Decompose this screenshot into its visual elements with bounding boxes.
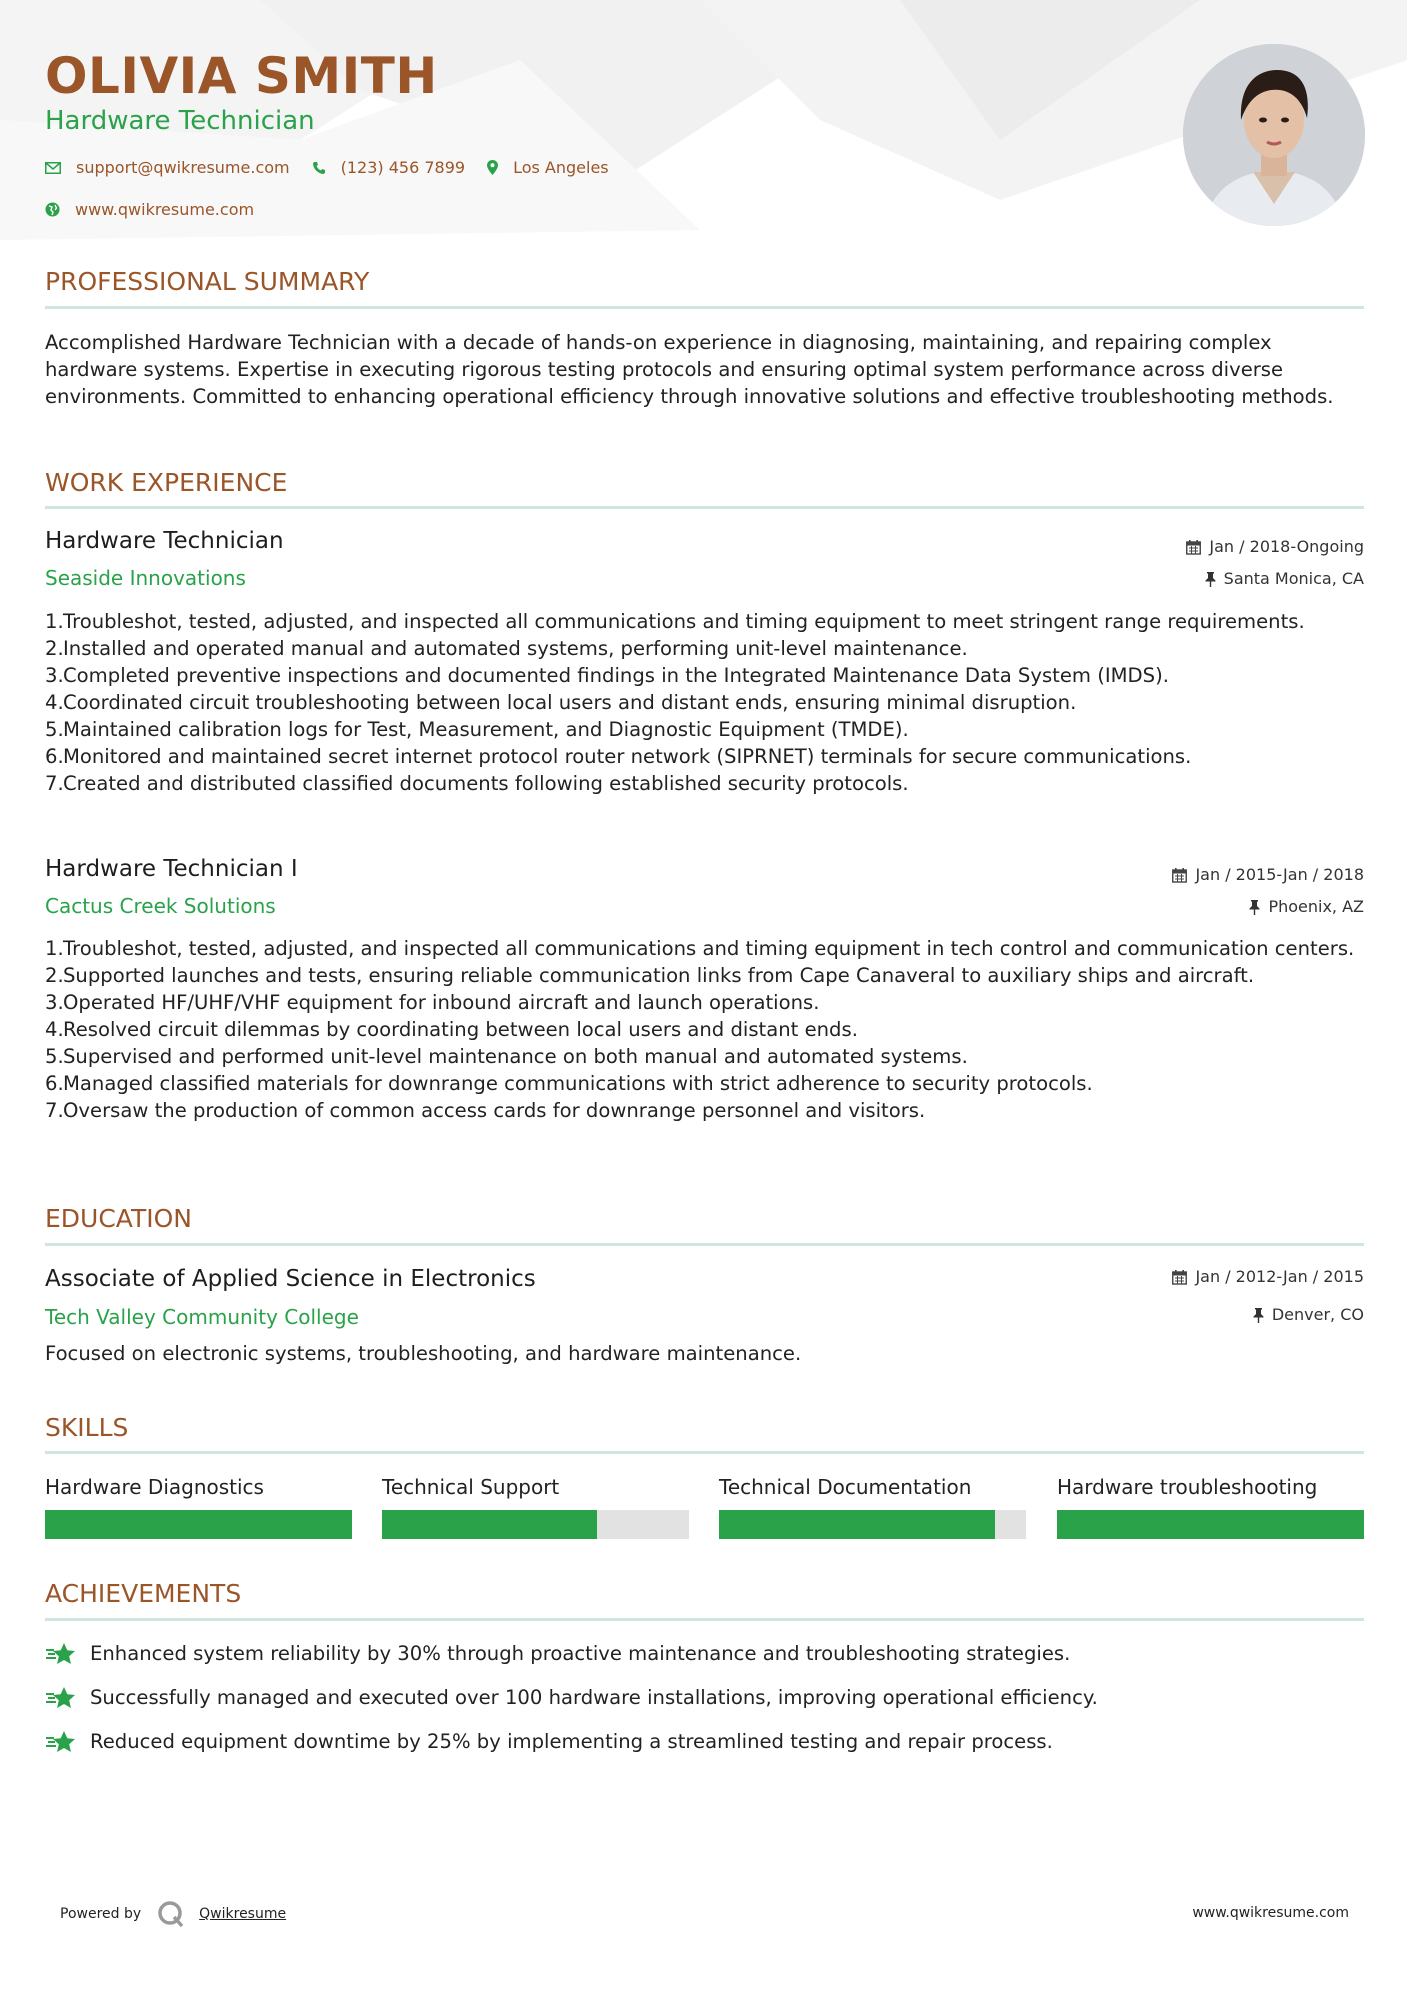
job-location xyxy=(1205,568,1364,590)
achievement-text: Enhanced system reliability by 30% through proactive maintenance and troubleshooting strategies. xyxy=(90,1642,1071,1665)
pushpin-icon xyxy=(1205,572,1216,587)
job-location-text: Phoenix, AZ xyxy=(1268,897,1364,916)
calendar-icon xyxy=(1186,540,1201,555)
powered-by-label: Powered by xyxy=(60,1906,142,1922)
list-item: 2. Installed and operated manual and automated systems, performing unit-level maintenance. xyxy=(45,637,968,660)
footer-website[interactable]: www.qwikresume.com xyxy=(1192,1905,1349,1921)
education-degree: Associate of Applied Science in Electronics xyxy=(45,1266,536,1292)
section-divider xyxy=(45,1243,1364,1246)
skill-item xyxy=(1057,1473,1364,1501)
job-location-text: Santa Monica, CA xyxy=(1223,569,1364,588)
section-heading-achievements: ACHIEVEMENTS xyxy=(45,1579,242,1608)
list-item: 6. Monitored and maintained secret internet protocol router network (SIPRNET) terminals for secure communications. xyxy=(45,745,1192,768)
list-item: 1. Troubleshot, tested, adjusted, and inspected all communications and timing equipment in tech control and communication centers. xyxy=(45,937,1355,960)
candidate-title: Hardware Technician xyxy=(45,106,315,136)
summary-text: Accomplished Hardware Technician with a decade of hands-on experience in diagnosing, maintaining, and repairing complex hardware systems. Expertise in executing rigorous testing protocols and ensuring optimal system performance across diverse environments. Committed to enhancing operational efficiency through innovative solutions and effective troubleshooting methods. xyxy=(45,331,1334,408)
education-school: Tech Valley Community College xyxy=(45,1305,359,1329)
job-company: Seaside Innovations xyxy=(45,566,246,590)
education-dates-text: Jan / 2012-Jan / 2015 xyxy=(1195,1267,1364,1286)
list-item: 3. Operated HF/UHF/VHF equipment for inbound aircraft and launch operations. xyxy=(45,991,820,1014)
education-location-text: Denver, CO xyxy=(1271,1305,1364,1324)
map-pin-icon xyxy=(487,160,498,175)
pushpin-icon xyxy=(1253,1308,1264,1323)
skill-level-track xyxy=(45,1510,352,1539)
list-item: 4. Coordinated circuit troubleshooting between local users and distant ends, ensuring minimal disruption. xyxy=(45,691,1077,714)
list-item: 7. Created and distributed classified documents following established security protocols. xyxy=(45,772,909,795)
qwikresume-link[interactable]: Qwikresume xyxy=(199,1906,287,1922)
achievement-item xyxy=(45,1684,1098,1711)
education-description: Focused on electronic systems, troubleshooting, and hardware maintenance. xyxy=(45,1342,802,1365)
skill-level-track xyxy=(382,1510,689,1539)
job-title: Hardware Technician xyxy=(45,528,284,554)
achievement-item xyxy=(45,1640,1070,1667)
location-text: Los Angeles xyxy=(513,158,609,177)
calendar-icon xyxy=(1172,1270,1187,1285)
job-responsibilities xyxy=(45,608,1364,797)
job-dates-text: Jan / 2015-Jan / 2018 xyxy=(1195,865,1364,884)
achievement-item xyxy=(45,1728,1053,1755)
pushpin-icon xyxy=(1249,900,1260,915)
contact-row-secondary xyxy=(45,200,276,219)
contact-location xyxy=(487,158,609,177)
globe-icon xyxy=(45,202,60,217)
skill-name: Hardware Diagnostics xyxy=(45,1475,264,1499)
skill-item xyxy=(382,1473,689,1501)
skill-level-fill xyxy=(719,1510,995,1539)
section-divider xyxy=(45,1451,1364,1454)
skill-name: Technical Documentation xyxy=(719,1475,972,1499)
email-text: support@qwikresume.com xyxy=(76,158,290,177)
phone-text: (123) 456 7899 xyxy=(340,158,466,177)
star-icon xyxy=(45,1686,78,1710)
profile-photo-illustration xyxy=(1183,44,1365,226)
list-item: 5. Maintained calibration logs for Test, Measurement, and Diagnostic Equipment (TMDE). xyxy=(45,718,909,741)
job-location xyxy=(1249,896,1364,918)
candidate-name: OLIVIA SMITH xyxy=(45,47,438,105)
section-heading-education: EDUCATION xyxy=(45,1204,192,1233)
footer-powered-by xyxy=(60,1900,286,1928)
star-icon xyxy=(45,1642,78,1666)
list-item: 2. Supported launches and tests, ensuring reliable communication links from Cape Canaveral to auxiliary ships and aircraft. xyxy=(45,964,1255,987)
list-item: 7. Oversaw the production of common access cards for downrange personnel and visitors. xyxy=(45,1099,926,1122)
list-item: 1. Troubleshot, tested, adjusted, and inspected all communications and timing equipment to meet stringent range requirements. xyxy=(45,610,1305,633)
job-dates xyxy=(1186,536,1364,558)
contact-row-primary xyxy=(45,158,631,177)
qwikresume-logo-icon xyxy=(157,1900,185,1928)
section-divider xyxy=(45,1618,1364,1621)
achievement-text: Successfully managed and executed over 100 hardware installations, improving operational efficiency. xyxy=(90,1686,1098,1709)
section-heading-skills: SKILLS xyxy=(45,1413,129,1442)
education-location xyxy=(1253,1304,1364,1326)
skill-level-track xyxy=(719,1510,1026,1539)
achievement-text: Reduced equipment downtime by 25% by implementing a streamlined testing and repair process. xyxy=(90,1730,1053,1753)
skill-level-track xyxy=(1057,1510,1364,1539)
skill-level-fill xyxy=(1057,1510,1364,1539)
section-divider xyxy=(45,306,1364,309)
contact-phone[interactable] xyxy=(312,158,465,177)
job-company: Cactus Creek Solutions xyxy=(45,894,276,918)
star-icon xyxy=(45,1730,78,1754)
skill-level-fill xyxy=(382,1510,597,1539)
envelope-icon xyxy=(45,162,61,174)
skill-item xyxy=(45,1473,352,1501)
calendar-icon xyxy=(1172,868,1187,883)
skill-level-fill xyxy=(45,1510,352,1539)
skill-item xyxy=(719,1473,1026,1501)
skill-name: Technical Support xyxy=(382,1475,560,1499)
job-responsibilities xyxy=(45,935,1364,1124)
list-item: 3. Completed preventive inspections and documented findings in the Integrated Maintenance Data System (IMDS). xyxy=(45,664,1169,687)
website-text: www.qwikresume.com xyxy=(75,200,255,219)
contact-website[interactable] xyxy=(45,200,254,219)
skill-name: Hardware troubleshooting xyxy=(1057,1475,1318,1499)
list-item: 5. Supervised and performed unit-level maintenance on both manual and automated systems. xyxy=(45,1045,968,1068)
list-item: 6. Managed classified materials for downrange communications with strict adherence to security protocols. xyxy=(45,1072,1093,1095)
section-heading-experience: WORK EXPERIENCE xyxy=(45,468,288,497)
education-dates xyxy=(1172,1266,1364,1288)
section-heading-summary: PROFESSIONAL SUMMARY xyxy=(45,267,370,296)
profile-photo xyxy=(1183,44,1365,226)
contact-email[interactable] xyxy=(45,158,290,177)
job-dates-text: Jan / 2018-Ongoing xyxy=(1209,537,1364,556)
job-title: Hardware Technician I xyxy=(45,856,298,882)
section-divider xyxy=(45,506,1364,509)
phone-icon xyxy=(312,161,326,175)
list-item: 4. Resolved circuit dilemmas by coordinating between local users and distant ends. xyxy=(45,1018,858,1041)
job-dates xyxy=(1172,864,1364,886)
